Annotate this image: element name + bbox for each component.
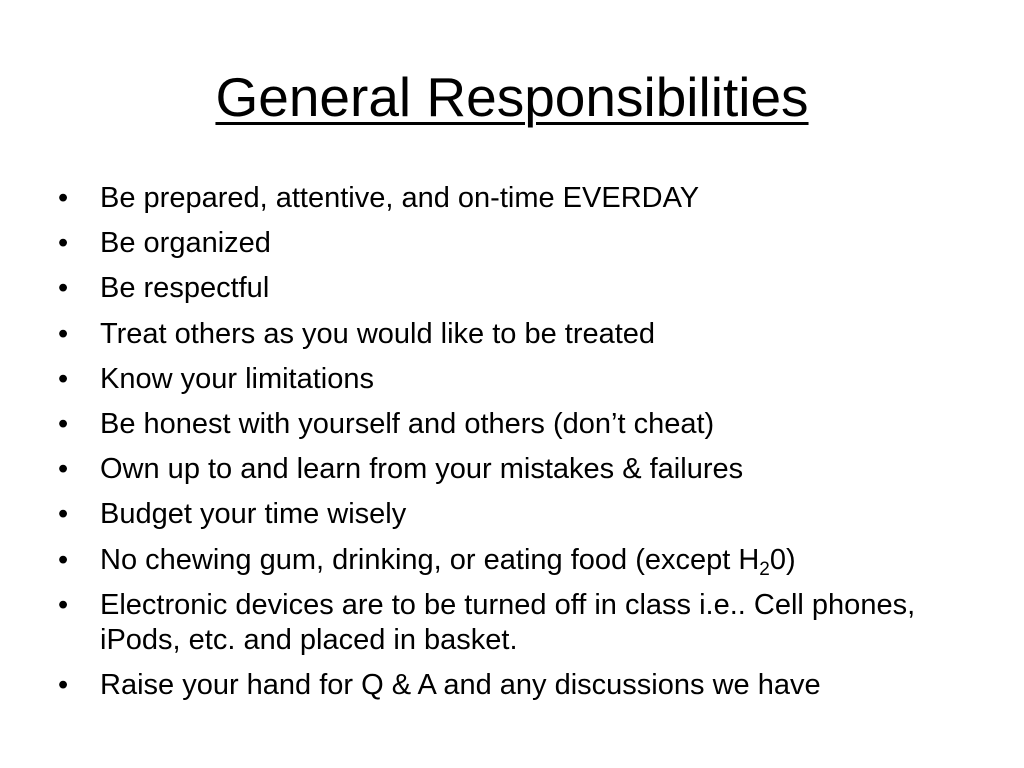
bullet-icon: • [58, 182, 69, 214]
bullet-text: Electronic devices are to be turned off in class i.e.. Cell phones, iPods, etc. and placed in basket. [100, 588, 916, 656]
bullet-item-budget-time [58, 497, 988, 532]
bullet-item-raise-hand [58, 668, 988, 703]
bullet-text: Own up to and learn from your mistakes & failures [100, 453, 744, 486]
bullet-item-prepared [58, 181, 988, 216]
bullet-item-own-up [58, 452, 988, 487]
bullet-item-electronic-devices [58, 588, 988, 658]
bullet-text: Be honest with yourself and others (don’t cheat) [100, 407, 715, 440]
bullet-icon: • [58, 588, 69, 621]
bullet-text: Be prepared, attentive, and on-time EVERDAY [100, 182, 700, 214]
bullet-icon: • [58, 668, 69, 701]
bullet-icon: • [58, 317, 69, 350]
slide-title: General Responsibilities [215, 66, 809, 128]
subscript-two: 2 [759, 558, 770, 580]
bullet-list [58, 181, 988, 713]
bullet-text: Budget your time wisely [100, 498, 407, 531]
bullet-icon: • [58, 407, 69, 440]
bullet-item-treat-others [58, 317, 988, 352]
bullet-item-organized [58, 226, 988, 261]
bullet-text-before: No chewing gum, drinking, or eating food (except H [100, 543, 760, 576]
bullet-item-respectful [58, 271, 988, 306]
bullet-text [100, 543, 796, 580]
bullet-text: Know your limitations [100, 362, 374, 395]
bullet-icon: • [58, 362, 69, 395]
bullet-text-after: 0) [769, 543, 796, 576]
bullet-item-no-food [58, 543, 988, 578]
bullet-item-limitations [58, 362, 988, 397]
bullet-text: Be organized [100, 227, 271, 260]
bullet-icon: • [58, 498, 69, 531]
bullet-icon: • [58, 227, 69, 260]
bullet-icon: • [58, 543, 69, 576]
bullet-text: Raise your hand for Q & A and any discussions we have [100, 668, 821, 701]
bullet-text: Be respectful [100, 272, 270, 305]
bullet-icon: • [58, 453, 69, 486]
bullet-icon: • [58, 272, 69, 305]
bullet-item-honest [58, 407, 988, 442]
bullet-text: Treat others as you would like to be treated [100, 317, 656, 350]
